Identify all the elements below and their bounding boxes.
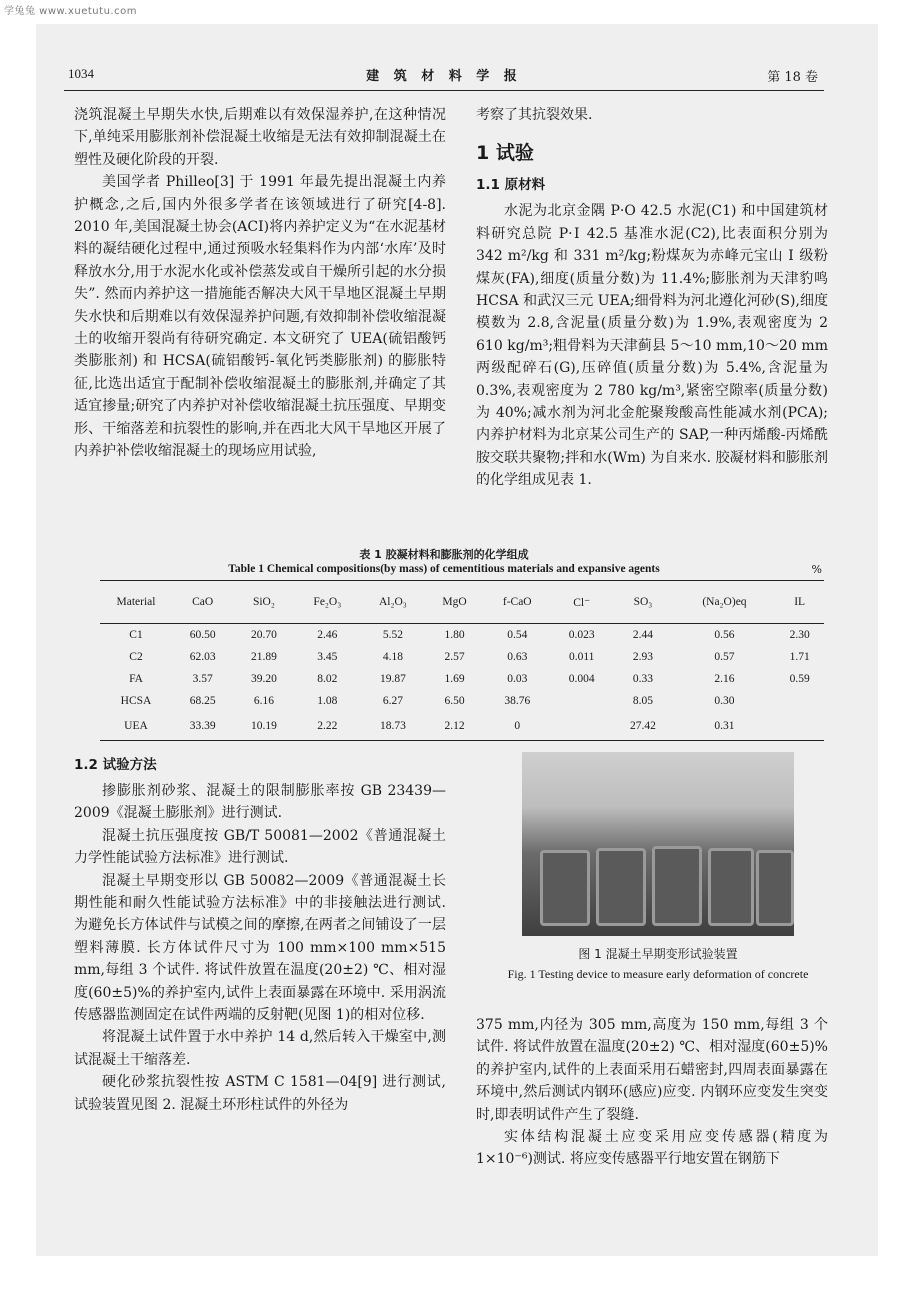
table-cell: 2.44 bbox=[632, 629, 654, 641]
paragraph: 硬化砂浆抗裂性按 ASTM C 1581—04[9] 进行测试,试验装置见图 2. 混凝土环形柱试件的外径为 bbox=[74, 1074, 446, 1113]
table-header-cell: Al₂O₃ bbox=[360, 581, 426, 624]
paragraph: 实体结构混凝土应变采用应变传感器(精度为 1×10⁻⁶)测试. 将应变传感器平行地安置在钢筋下 bbox=[476, 1129, 828, 1168]
table-cell bbox=[551, 690, 612, 712]
left-column-lower bbox=[74, 752, 446, 1116]
table-cell: 0.56 bbox=[714, 629, 735, 641]
table-header-cell: CaO bbox=[172, 581, 233, 624]
right-column-upper bbox=[476, 104, 828, 492]
table-cell bbox=[551, 712, 612, 741]
table-cell: 6.50 bbox=[444, 695, 465, 707]
table-cell: 2.57 bbox=[444, 651, 465, 663]
table-cell: 18.73 bbox=[360, 712, 426, 741]
table-cell: 1.69 bbox=[444, 673, 465, 685]
table-cell: 2.22 bbox=[295, 712, 361, 741]
table-cell: 10.19 bbox=[233, 712, 294, 741]
paragraph: 掺膨胀剂砂浆、混凝土的限制膨胀率按 GB 23439—2009《混凝土膨胀剂》进行测试. bbox=[74, 783, 446, 822]
table-cell: 39.20 bbox=[250, 673, 277, 685]
section-heading: 1 试验 bbox=[476, 142, 534, 165]
table-cell: C2 bbox=[129, 651, 143, 663]
table-cell bbox=[775, 712, 824, 741]
paragraph: 美国学者 Philleo[3] 于 1991 年最先提出混凝土内养护概念,之后,国内外很多学者在该领域进行了研究[4-8]. 2010 年,美国混凝土协会(ACI)将内养护定义为“在水泥基材料的凝结硬化过程中,通过预吸水轻集料作为内部‘水库’及时释放水分,用于水泥水化或补偿蒸发或自干燥所引起的水分损失”. 然而内养护这一措施能否解决大风干旱地区混凝土早期失水快和后期难以有效保湿养护问题,有效抑制补偿收缩混凝土的收缩开裂尚有待研究确定. 本文研究了 UEA(硫铝酸钙类膨胀剂) 和 HCSA(硫铝酸钙-氧化钙类膨胀剂) 的膨胀特征,比选出适宜于配制补偿收缩混凝土的膨胀剂,并确定了其适宜掺量;研究了内养护对补偿收缩混凝土抗压强度、早期变形、干缩落差和抗裂性的影响,并在西北大风干旱地区开展了内养护补偿收缩混凝土的现场应用试验, bbox=[74, 174, 446, 460]
table-cell: 2.93 bbox=[632, 651, 654, 663]
table-cell: 0.31 bbox=[674, 712, 776, 741]
table-header-cell: Cl⁻ bbox=[551, 581, 612, 624]
table-cell: FA bbox=[129, 673, 143, 685]
table-cell: 0.59 bbox=[789, 673, 810, 685]
right-column-lower bbox=[476, 1014, 828, 1171]
table-cell: 0.023 bbox=[568, 629, 595, 641]
table-cell: 5.52 bbox=[382, 629, 403, 641]
table-cell: 0.63 bbox=[507, 651, 528, 663]
subsection-heading: 1.1 原材料 bbox=[476, 177, 546, 194]
table-cell: 33.39 bbox=[172, 712, 233, 741]
table-cell: 2.12 bbox=[426, 712, 484, 741]
paragraph: 混凝土抗压强度按 GB/T 50081—2002《普通混凝土力学性能试验方法标准》进行测试. bbox=[74, 827, 446, 867]
specimen-mold bbox=[708, 848, 754, 926]
table-row bbox=[100, 668, 824, 690]
figure-caption-en: Fig. 1 Testing device to measure early deformation of concrete bbox=[507, 967, 809, 981]
corner-watermark: 学兔兔 www.xuetutu.com bbox=[4, 6, 137, 17]
table-caption-en: Table 1 Chemical compositions(by mass) of cementitious materials and expansive agents bbox=[228, 563, 660, 575]
table-unit: % bbox=[811, 563, 822, 576]
left-column-upper bbox=[74, 104, 446, 463]
table-row bbox=[100, 624, 824, 647]
table-cell: 0.004 bbox=[568, 673, 595, 685]
table-cell: 60.50 bbox=[189, 629, 216, 641]
table-cell: 6.27 bbox=[382, 695, 403, 707]
table-row bbox=[100, 646, 824, 668]
table-header-cell: MgO bbox=[426, 581, 484, 624]
table-cell: HCSA bbox=[120, 695, 152, 707]
table-row bbox=[100, 712, 824, 741]
table-cell: 8.02 bbox=[317, 673, 338, 685]
table-cell: 0.30 bbox=[714, 695, 735, 707]
table-cell: 8.05 bbox=[632, 695, 654, 707]
specimen-mold bbox=[540, 850, 590, 926]
table-cell: 0.57 bbox=[714, 651, 735, 663]
running-header bbox=[64, 60, 824, 91]
composition-table bbox=[100, 580, 824, 741]
paragraph: 浇筑混凝土早期失水快,后期难以有效保湿养护,在这种情况下,单纯采用膨胀剂补偿混凝土收缩是无法有效抑制混凝土在塑性及硬化阶段的开裂. bbox=[74, 107, 446, 168]
paragraph: 375 mm,内径为 305 mm,高度为 150 mm,每组 3 个试件. 将试件放置在温度(20±2) ℃、相对湿度(60±5)%的养护室内,试件的上表面采用石蜡密封,四周表面暴露在环境中,然后测试内钢环(感应)应变. 内钢环应变发生突变时,即表明试件产生了裂缝. bbox=[476, 1017, 828, 1123]
paragraph: 将混凝土试件置于水中养护 14 d,然后转入干燥室中,测试混凝土干缩落差. bbox=[74, 1029, 446, 1068]
table-cell bbox=[775, 690, 824, 712]
table-cell: 0 bbox=[483, 712, 551, 741]
table-cell: UEA bbox=[100, 712, 172, 741]
table-cell: 27.42 bbox=[612, 712, 673, 741]
paragraph: 考察了其抗裂效果. bbox=[476, 107, 593, 123]
table-cell: 1.80 bbox=[444, 629, 465, 641]
table-row bbox=[100, 690, 824, 712]
table-cell: 19.87 bbox=[379, 673, 406, 685]
table-cell: 62.03 bbox=[189, 651, 216, 663]
specimen-mold bbox=[596, 848, 646, 926]
table-cell: 4.18 bbox=[382, 651, 403, 663]
table-cell: 0.54 bbox=[507, 629, 528, 641]
volume-label: 第 18 卷 bbox=[767, 70, 818, 85]
table-cell: 3.57 bbox=[192, 673, 213, 685]
table-cell: 0.011 bbox=[568, 651, 595, 663]
figure-caption-zh: 图 1 混凝土早期变形试验装置 bbox=[578, 947, 738, 961]
table-cell: 1.08 bbox=[317, 695, 338, 707]
table-cell: 21.89 bbox=[250, 651, 277, 663]
table-header-cell: f-CaO bbox=[483, 581, 551, 624]
table-cell: 0.03 bbox=[507, 673, 528, 685]
table-cell: 3.45 bbox=[317, 651, 338, 663]
table-header-cell: Fe₂O₃ bbox=[295, 581, 361, 624]
table-cell: 2.30 bbox=[789, 629, 810, 641]
table-cell: 6.16 bbox=[253, 695, 274, 707]
specimen-mold bbox=[756, 850, 794, 926]
table-header-cell: IL bbox=[775, 581, 824, 624]
table-header-cell: SO₃ bbox=[612, 581, 673, 624]
table-cell: 2.46 bbox=[317, 629, 338, 641]
table-cell: 38.76 bbox=[504, 695, 531, 707]
table-cell: 0.33 bbox=[632, 673, 654, 685]
table-header-cell: Material bbox=[100, 581, 172, 624]
table-cell: 20.70 bbox=[250, 629, 277, 641]
figure-1-photo bbox=[522, 752, 794, 936]
specimen-mold bbox=[652, 846, 702, 926]
table-cell: 2.16 bbox=[714, 673, 735, 685]
page-number: 1034 bbox=[68, 66, 94, 81]
subsection-heading: 1.2 试验方法 bbox=[74, 757, 157, 773]
table-cell: 1.71 bbox=[789, 651, 810, 663]
journal-title: 建 筑 材 料 学 报 bbox=[366, 69, 522, 84]
table-cell: 68.25 bbox=[189, 695, 216, 707]
table-cell: C1 bbox=[129, 629, 143, 641]
table-header-cell: (Na₂O)eq bbox=[674, 581, 776, 624]
table-caption-zh: 表 1 胶凝材料和膨胀剂的化学组成 bbox=[359, 548, 529, 561]
paragraph: 混凝土早期变形以 GB 50082—2009《普通混凝土长期性能和耐久性能试验方法标准》中的非接触法进行测试. 为避免长方体试件与试模之间的摩擦,在两者之间铺设了一层塑料薄膜. 长方体试件尺寸为 100 mm×100 mm×515 mm,每组 3 个试件. 将试件放置在温度(20±2) ℃、相对湿度(60±5)%的养护室内,试件上表面暴露在环境中. 采用涡流传感器监测固定在试件两端的反射靶(见图 1)的相对位移. bbox=[74, 872, 446, 1024]
paragraph: 水泥为北京金隅 P·O 42.5 水泥(C1) 和中国建筑材料研究总院 P·Ⅰ 42.5 基准水泥(C2),比表面积分别为 342 m²/kg 和 331 m²/kg;粉煤灰为赤峰元宝山 Ⅰ 级粉煤灰(FA),细度(质量分数)为 11.4%;膨胀剂为天津豹鸣 HCSA 和武汉三元 UEA;细骨料为河北遵化河砂(S),细度模数为 2.8,含泥量(质量分数)为 1.9%,表观密度为 2 610 kg/m³;粗骨料为天津蓟县 5～10 mm,10～20 mm 两级配碎石(G),压碎值(质量分数)为 5.4%,含泥量为 0.3%,表观密度为 2 780 kg/m³,紧密空隙率(质量分数)为 40%;减水剂为河北金舵聚羧酸高性能减水剂(PCA);内养护材料为北京某公司生产的 SAP,一种丙烯酸-丙烯酰胺交联共聚物;拌和水(Wm) 为自来水. 胶凝材料和膨胀剂的化学组成见表 1. bbox=[476, 203, 828, 489]
table-header-cell: SiO₂ bbox=[233, 581, 294, 624]
